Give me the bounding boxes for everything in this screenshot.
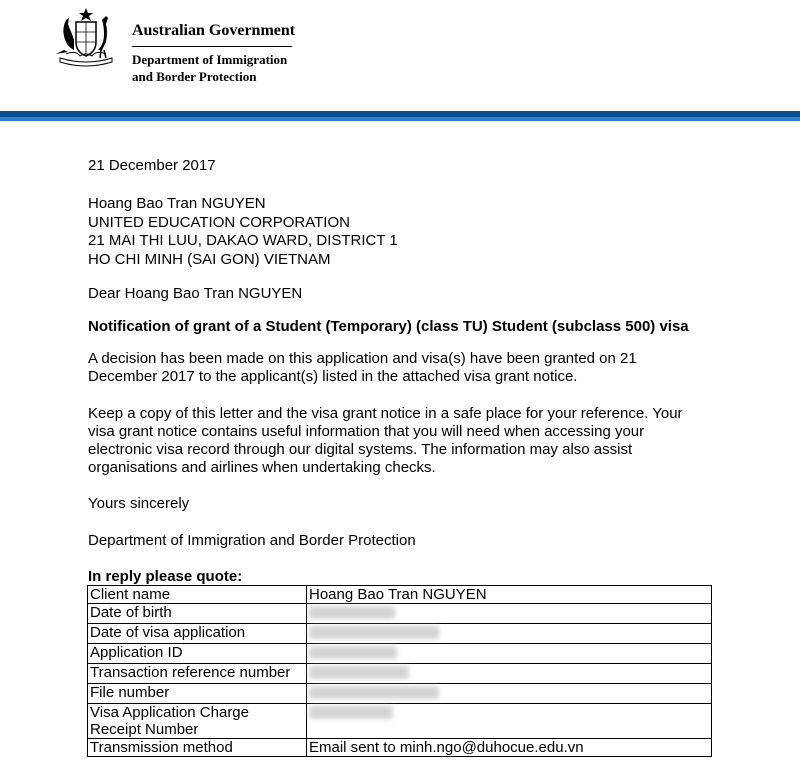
table-row xyxy=(88,664,712,684)
recipient-organisation: UNITED EDUCATION CORPORATION xyxy=(88,213,350,231)
recipient-name: Hoang Bao Tran NGUYEN xyxy=(88,195,266,212)
value-vac-receipt-number xyxy=(307,704,712,739)
salutation: Dear Hoang Bao Tran NGUYEN xyxy=(88,285,303,302)
redacted-value xyxy=(309,666,409,679)
reference-table xyxy=(87,585,712,757)
paragraph-decision: A decision has been made on this application and visa(s) have been granted on 21 December 2017 to the applicant(s) listed in the attached visa grant notice. xyxy=(88,350,637,385)
letter-date: 21 December 2017 xyxy=(88,157,216,174)
recipient-address xyxy=(88,195,398,269)
redacted-value xyxy=(309,626,439,639)
value-file-number xyxy=(307,684,712,704)
closing: Yours sincerely xyxy=(88,495,190,512)
value-date-of-birth xyxy=(307,604,712,624)
reference-label: In reply please quote: xyxy=(88,568,243,585)
table-row xyxy=(88,644,712,664)
table-row xyxy=(88,739,712,757)
coat-of-arms-icon xyxy=(46,6,126,70)
value-transaction-reference xyxy=(307,664,712,684)
recipient-city: HO CHI MINH (SAI GON) VIETNAM xyxy=(88,250,331,268)
department-line-2: and Border Protection xyxy=(132,69,257,84)
field-date-of-birth: Date of birth xyxy=(88,604,307,624)
value-date-of-visa-application xyxy=(307,624,712,644)
field-transaction-reference: Transaction reference number xyxy=(88,664,307,684)
table-row xyxy=(88,624,712,644)
table-row xyxy=(88,684,712,704)
redacted-value xyxy=(309,646,397,659)
value-application-id xyxy=(307,644,712,664)
table-row xyxy=(88,586,712,604)
header-band-light xyxy=(0,117,800,121)
field-application-id: Application ID xyxy=(88,644,307,664)
field-transmission-method: Transmission method xyxy=(88,739,307,757)
field-vac-receipt-number: Visa Application Charge Receipt Number xyxy=(88,704,307,739)
letterhead xyxy=(0,0,800,110)
table-row xyxy=(88,704,712,739)
field-file-number: File number xyxy=(88,684,307,704)
table-row xyxy=(88,604,712,624)
signature: Department of Immigration and Border Protection xyxy=(88,532,416,549)
field-date-of-visa-application: Date of visa application xyxy=(88,624,307,644)
agency-name xyxy=(132,22,295,85)
redacted-value xyxy=(309,706,393,719)
redacted-value xyxy=(309,606,395,619)
letterhead-rule xyxy=(132,46,292,47)
recipient-street: 21 MAI THI LUU, DAKAO WARD, DISTRICT 1 xyxy=(88,232,398,249)
value-client-name: Hoang Bao Tran NGUYEN xyxy=(307,586,712,604)
redacted-value xyxy=(309,686,439,699)
government-name: Australian Government xyxy=(132,22,296,39)
paragraph-instructions: Keep a copy of this letter and the visa grant notice in a safe place for your reference. Your visa grant notice contains useful information that you will need when accessing your electronic visa record through our digital systems. The information may also assist organisations and airlines when undertaking checks. xyxy=(88,405,683,476)
letter-subject: Notification of grant of a Student (Temporary) (class TU) Student (subclass 500) visa xyxy=(88,318,689,335)
value-transmission-method: Email sent to minh.ngo@duhocue.edu.vn xyxy=(307,739,712,757)
field-client-name: Client name xyxy=(88,586,307,604)
department-line-1: Department of Immigration xyxy=(132,52,288,67)
